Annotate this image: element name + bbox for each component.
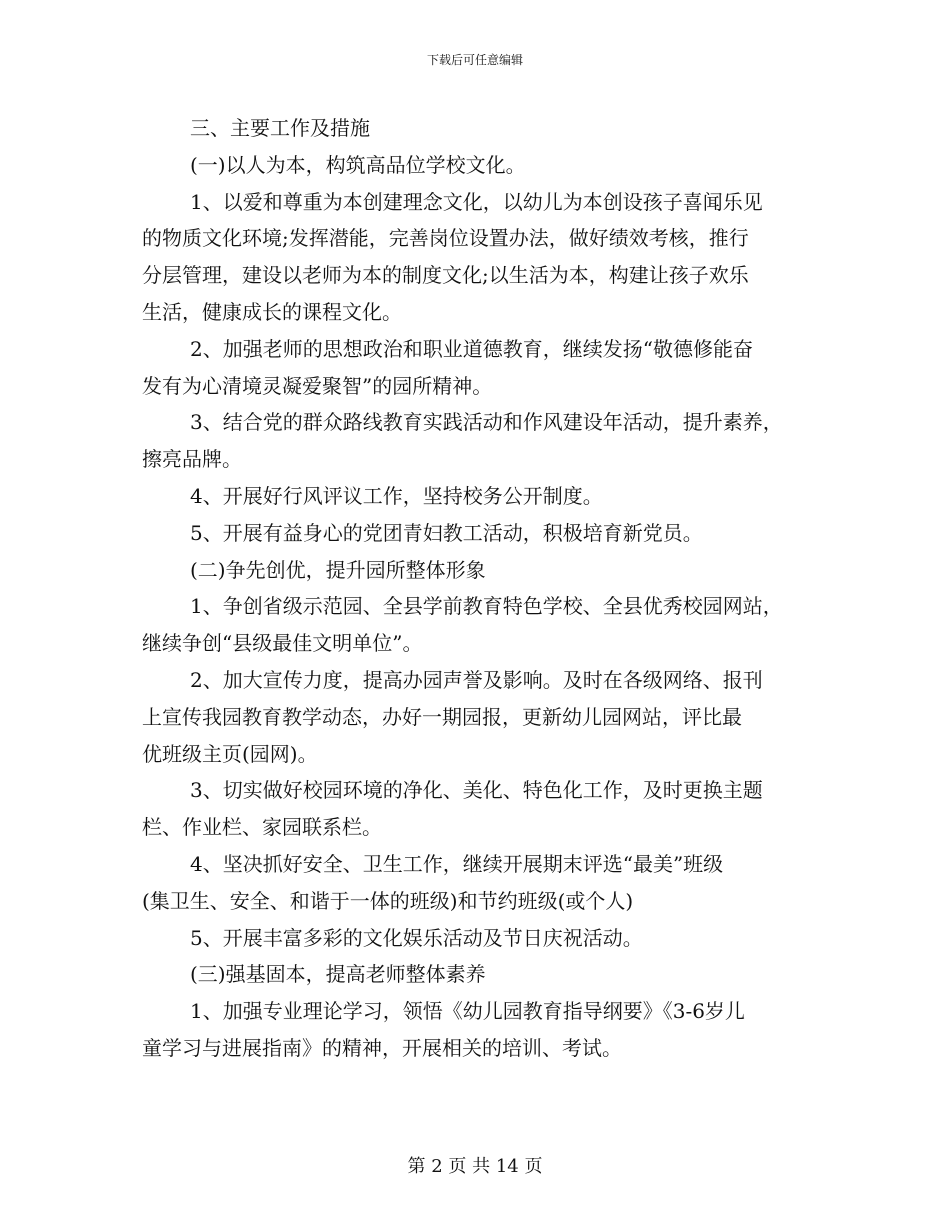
text-line: 三、主要工作及措施 <box>190 116 370 140</box>
text-line: 栏、作业栏、家园联系栏。 <box>142 815 382 840</box>
text-line: (一)以人为本，构筑高品位学校文化。 <box>190 152 526 177</box>
text-line: 分层管理，建设以老师为本的制度文化;以生活为本，构建让孩子欢乐 <box>142 263 749 288</box>
text-line: 擦亮品牌。 <box>142 447 242 472</box>
text-line: 1、以爱和尊重为本创建理念文化，以幼儿为本创设孩子喜闻乐见 <box>190 189 763 214</box>
text-line: 1、争创省级示范园、全县学前教育特色学校、全县优秀校园网站， <box>190 594 783 619</box>
document-body <box>142 110 822 1067</box>
text-line: 5、开展丰富多彩的文化娱乐活动及节日庆祝活动。 <box>190 925 643 950</box>
text-line: 2、加大宣传力度，提高办园声誉及影响。及时在各级网络、报刊 <box>190 667 763 692</box>
text-line: 1、加强专业理论学习，领悟《幼儿园教育指导纲要》《3-6岁儿 <box>190 999 745 1024</box>
text-line: 发有为心清境灵凝爱聚智”的园所精神。 <box>142 373 493 398</box>
text-line: 3、切实做好校园环境的净化、美化、特色化工作，及时更换主题 <box>190 778 763 803</box>
text-line: 童学习与进展指南》的精神，开展相关的培训、考试。 <box>142 1035 622 1060</box>
text-line: 4、开展好行风评议工作，坚持校务公开制度。 <box>190 483 603 508</box>
text-line: (三)强基固本，提高老师整体素养 <box>190 962 486 987</box>
page-header: 下载后可任意编辑 <box>426 53 523 67</box>
page-footer: 第 2 页 共 14 页 <box>407 1156 543 1177</box>
text-line: (集卫生、安全、和谐于一体的班级)和节约班级(或个人) <box>142 888 634 913</box>
text-line: 继续争创“县级最佳文明单位”。 <box>142 631 423 656</box>
text-line: 生活，健康成长的课程文化。 <box>142 299 402 324</box>
text-line: 3、结合党的群众路线教育实践活动和作风建设年活动，提升素养， <box>190 410 783 435</box>
text-line: 4、坚决抓好安全、卫生工作，继续开展期末评选“最美”班级 <box>190 851 724 876</box>
text-line: 5、开展有益身心的党团青妇教工活动，积极培育新党员。 <box>190 520 703 545</box>
text-line: 的物质文化环境;发挥潜能，完善岗位设置办法，做好绩效考核，推行 <box>142 226 749 251</box>
text-line: 上宣传我园教育教学动态，办好一期园报，更新幼儿园网站，评比最 <box>142 704 742 729</box>
text-line: 2、加强老师的思想政治和职业道德教育，继续发扬“敬德修能奋 <box>190 336 753 361</box>
text-line: (二)争先创优，提升园所整体形象 <box>190 557 486 582</box>
text-line: 优班级主页(园网)。 <box>142 741 318 766</box>
